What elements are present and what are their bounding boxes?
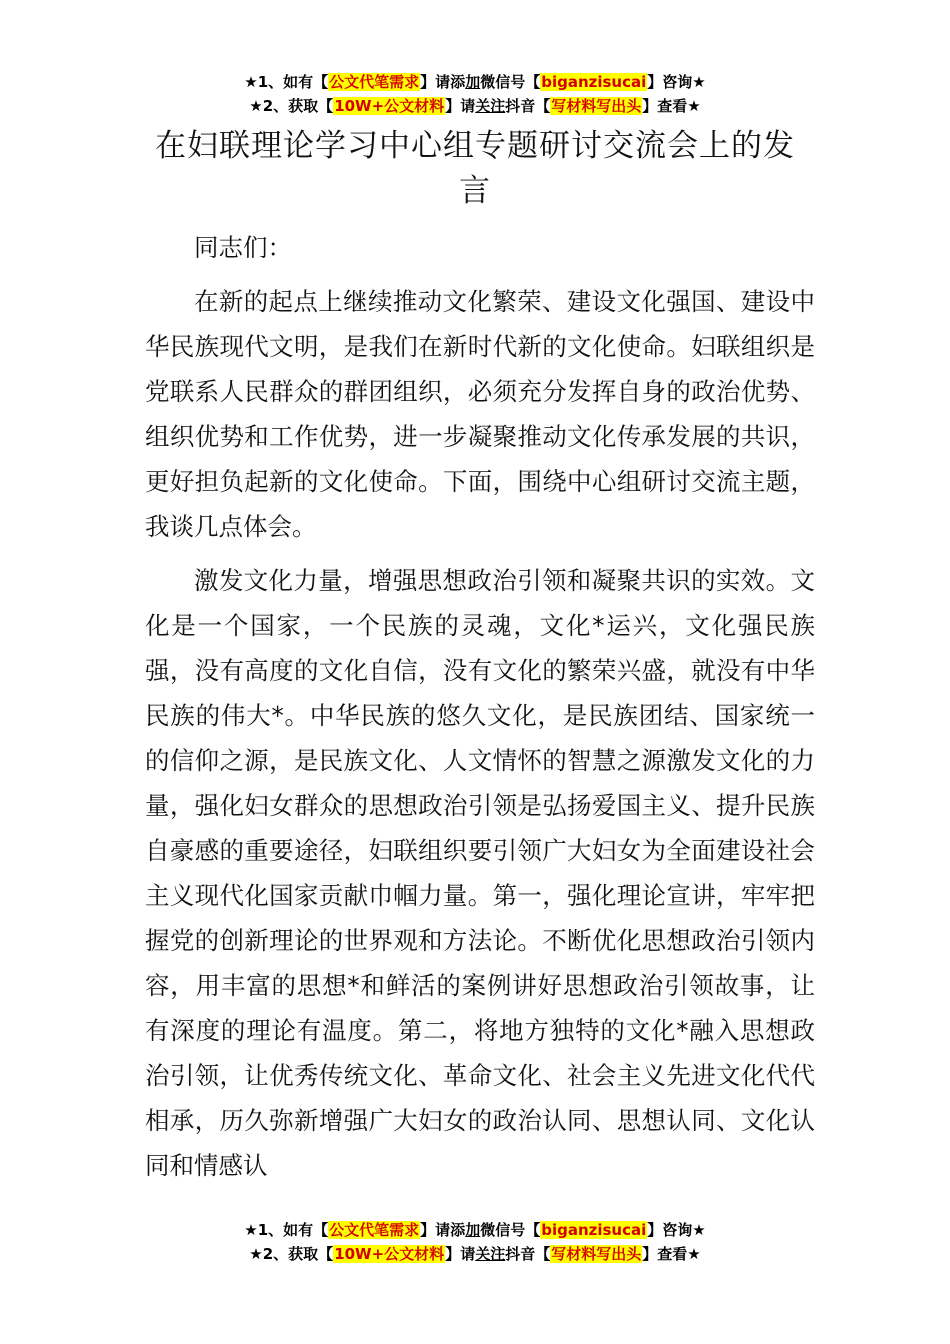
highlight-materials: 10W+公文材料 xyxy=(334,97,445,115)
highlight-douyin: 写材料写出头 xyxy=(551,97,642,115)
highlight-wechat-id: biganzisucai xyxy=(541,73,647,91)
promo-banner-top xyxy=(0,70,950,118)
highlight-materials: 10W+公文材料 xyxy=(334,1245,445,1263)
promo-line-1: ★1、如有【公文代笔需求】请添加微信号【biganzisucai】咨询★ xyxy=(244,73,706,91)
promo-line-2: ★2、获取【10W+公文材料】请关注抖音【写材料写出头】查看★ xyxy=(249,97,701,115)
promo-line-2: ★2、获取【10W+公文材料】请关注抖音【写材料写出头】查看★ xyxy=(249,1245,701,1263)
highlight-service: 公文代笔需求 xyxy=(329,73,420,91)
highlight-wechat-id: biganzisucai xyxy=(541,1221,647,1239)
salutation: 同志们： xyxy=(194,233,292,262)
promo-line-1: ★1、如有【公文代笔需求】请添加微信号【biganzisucai】咨询★ xyxy=(244,1221,706,1239)
promo-banner-bottom xyxy=(0,1218,950,1266)
paragraph-1: 在新的起点上继续推动文化繁荣、建设文化强国、建设中华民族现代文明，是我们在新时代新的文化使命。妇联组织是党联系人民群众的群团组织，必须充分发挥自身的政治优势、组织优势和工作优势，进一步凝聚推动文化传承发展的共识，更好担负起新的文化使命。下面，围绕中心组研讨交流主题，我谈几点体会。 xyxy=(145,287,815,541)
paragraph-2: 激发文化力量，增强思想政治引领和凝聚共识的实效。文化是一个国家，一个民族的灵魂，文化*运兴，文化强民族强，没有高度的文化自信，没有文化的繁荣兴盛，就没有中华民族的伟大*。中华民族的悠久文化，是民族团结、国家统一的信仰之源，是民族文化、人文情怀的智慧之源激发文化的力量，强化妇女群众的思想政治引领是弘扬爱国主义、提升民族自豪感的重要途径，妇联组织要引领广大妇女为全面建设社会主义现代化国家贡献巾帼力量。第一，强化理论宣讲，牢牢把握党的创新理论的世界观和方法论。不断优化思想政治引领内容，用丰富的思想*和鲜活的案例讲好思想政治引领故事，让有深度的理论有温度。第二，将地方独特的文化*融入思想政治引领，让优秀传统文化、革命文化、社会主义先进文化代代相承，历久弥新增强广大妇女的政治认同、思想认同、文化认同和情感认 xyxy=(145,566,815,1180)
document-title: 在妇联理论学习中心组专题研讨交流会上的发言 xyxy=(155,128,795,209)
highlight-service: 公文代笔需求 xyxy=(329,1221,420,1239)
highlight-douyin: 写材料写出头 xyxy=(551,1245,642,1263)
document-body xyxy=(145,225,815,1197)
